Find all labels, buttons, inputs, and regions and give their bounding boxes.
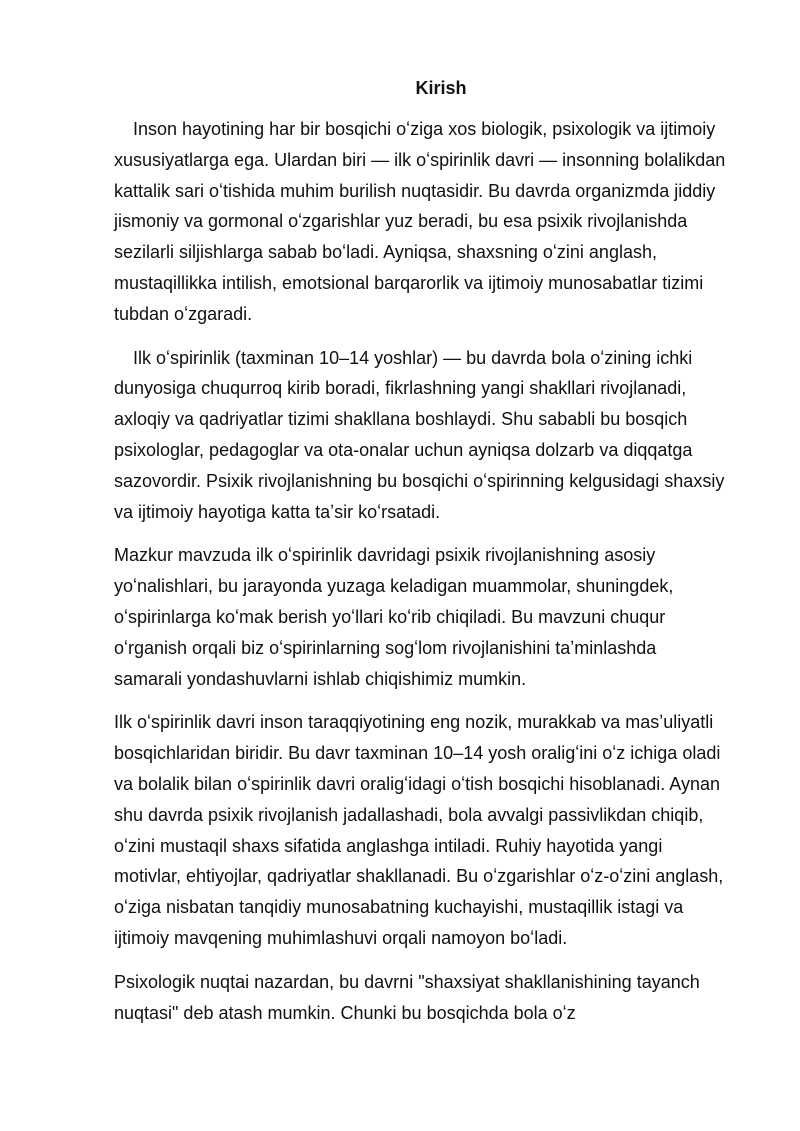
paragraph-5: Psixologik nuqtai nazardan, bu davrni "shaxsiyat shakllanishining tayanch nuqtasi" deb atash mumkin. Chunki bu bosqichda bola oʻz — [114, 971, 700, 1023]
paragraph-4: Ilk oʻspirinlik davri inson taraqqiyotining eng nozik, murakkab va masʼuliyatli bosqichlaridan biridir. Bu davr taxminan 10–14 yosh oraligʻini oʻz ichiga oladi va bolalik bilan oʻspirinlik davri oraligʻidagi oʻtish bosqichi hisoblanadi. Aynan shu davrda psixik rivojlanish jadallashadi, bola avvalgi passivlikdan chiqib, oʻzini mustaqil shaxs sifatida anglashga intiladi. Ruhiy hayotida yangi motivlar, ehtiyojlar, qadriyatlar shakllanadi. Bu oʻzgarishlar oʻz-oʻzini anglash, oʻziga nisbatan tanqidiy munosabatning kuchayishi, mustaqillik istagi va ijtimoiy mavqening muhimlashuvi orqali namoyon boʻladi. — [114, 712, 724, 948]
document-page — [114, 74, 728, 1041]
paragraph-1: Inson hayotining har bir bosqichi oʻziga xos biologik, psixologik va ijtimoiy xususiyatlarga ega. Ulardan biri — ilk oʻspirinlik davri — insonning bolalikdan kattalik sari oʻtishida muhim burilish nuqtasidir. Bu davrda organizmda jiddiy jismoniy va gormonal oʻzgarishlar yuz beradi, bu esa psixik rivojlanishda sezilarli siljishlarga sabab boʻladi. Ayniqsa, shaxsning oʻzini anglash, mustaqillikka intilish, emotsional barqarorlik va ijtimoiy munosabatlar tizimi tubdan oʻzgaradi. — [114, 119, 726, 324]
paragraph-2: Ilk oʻspirinlik (taxminan 10–14 yoshlar) — bu davrda bola oʻzining ichki dunyosiga chuqurroq kirib boradi, fikrlashning yangi shakllari rivojlanadi, axloqiy va qadriyatlar tizimi shakllana boshlaydi. Shu sababli bu bosqich psixologlar, pedagoglar va ota-onalar uchun ayniqsa dolzarb va diqqatga sazovordir. Psixik rivojlanishning bu bosqichi oʻspirinning kelgusidagi shaxsiy va ijtimoiy hayotiga katta taʼsir koʻrsatadi. — [114, 347, 725, 522]
paragraph-3: Mazkur mavzuda ilk oʻspirinlik davridagi psixik rivojlanishning asosiy yoʻnalishlari, bu jarayonda yuzaga keladigan muammolar, shuningdek, oʻspirinlarga koʻmak berish yoʻllari koʻrib chiqiladi. Bu mavzuni chuqur oʻrganish orqali biz oʻspirinlarning sogʻlom rivojlanishini taʼminlashda samarali yondashuvlarni ishlab chiqishimiz mumkin. — [114, 545, 674, 689]
page-title: Kirish — [415, 78, 467, 98]
